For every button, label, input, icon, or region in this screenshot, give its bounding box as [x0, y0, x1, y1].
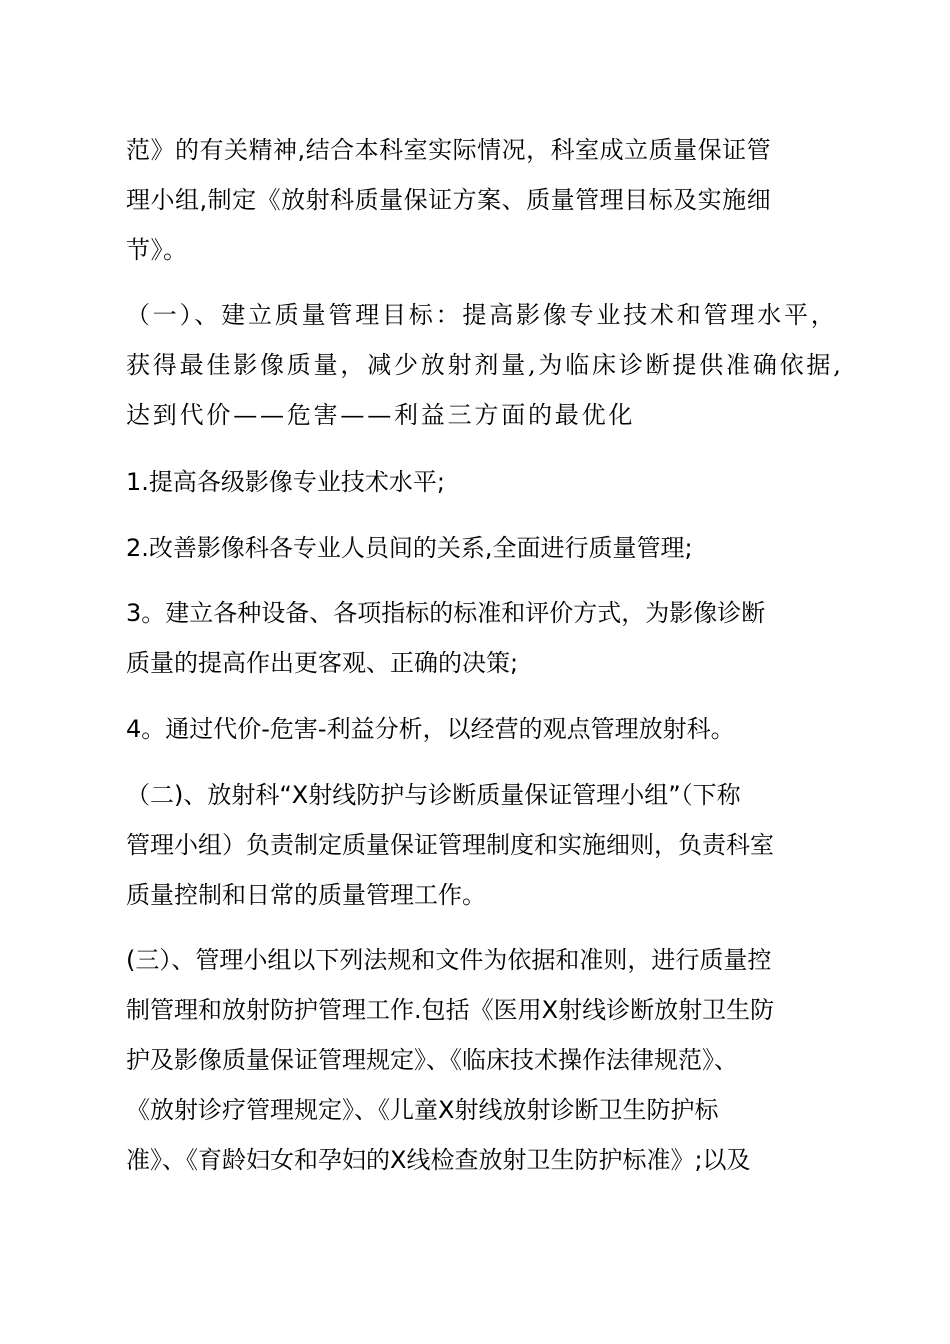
- section-3-line-2: 制管理和放射防护管理工作.包括《医用X射线诊断放射卫生防: [126, 996, 775, 1024]
- paragraph-1-line-3: 节》。: [126, 236, 188, 264]
- list-item-4: 4。通过代价-危害-利益分析，以经营的观点管理放射科。: [126, 715, 735, 743]
- section-3-line-4: 《放射诊疗管理规定》、《儿童X射线放射诊断卫生防护标: [126, 1096, 719, 1124]
- section-2-line-2: 管理小组）负责制定质量保证管理制度和实施细则，负责科室: [126, 831, 774, 859]
- paragraph-2-line-3: 达到代价——危害——利益三方面的最优化: [126, 401, 636, 429]
- paragraph-1-line-2: 理小组,制定《放射科质量保证方案、质量管理目标及实施细: [126, 186, 772, 214]
- list-item-1: 1.提高各级影像专业技术水平;: [126, 468, 445, 496]
- section-3-line-3: 护及影像质量保证管理规定》、《临床技术操作法律规范》、: [126, 1046, 738, 1074]
- paragraph-2-line-1: （一）、建立质量管理目标：提高影像专业技术和管理水平，: [126, 301, 838, 329]
- section-3-line-5: 准》、《育龄妇女和孕妇的X线检查放射卫生防护标准》;以及: [126, 1146, 751, 1174]
- paragraph-1-line-1: 范》的有关精神,结合本科室实际情况，科室成立质量保证管: [126, 136, 772, 164]
- section-2-line-1: （二)、放射科“X射线防护与诊断质量保证管理小组”（下称: [126, 781, 741, 809]
- list-item-3-line-1: 3。建立各种设备、各项指标的标准和评价方式，为影像诊断: [126, 599, 766, 627]
- list-item-3-line-2: 质量的提高作出更客观、正确的决策;: [126, 649, 519, 677]
- list-item-2: 2.改善影像科各专业人员间的关系,全面进行质量管理;: [126, 534, 693, 562]
- section-2-line-3: 质量控制和日常的质量管理工作。: [126, 881, 486, 909]
- section-3-line-1: (三）、管理小组以下列法规和文件为依据和准则，进行质量控: [126, 946, 772, 974]
- paragraph-2-line-2: 获得最佳影像质量，减少放射剂量,为临床诊断提供准确依据,: [126, 351, 844, 379]
